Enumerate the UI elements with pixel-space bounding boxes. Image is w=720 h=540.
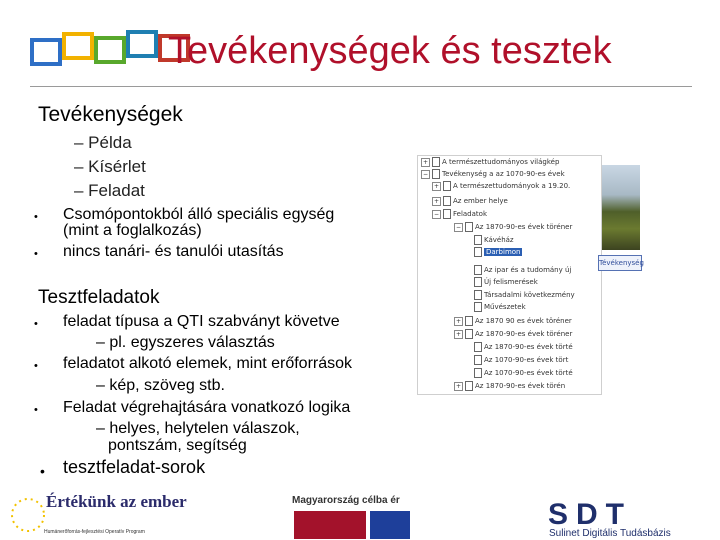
collapse-icon: − bbox=[455, 223, 462, 231]
sub-item: – kép, szöveg stb. bbox=[96, 377, 225, 394]
tree-node[interactable]: Társadalmi következmény bbox=[474, 290, 575, 300]
folder-icon bbox=[432, 157, 440, 167]
tree-node[interactable]: + Az 1870-90-es évek törén bbox=[455, 382, 566, 390]
expand-icon: + bbox=[422, 158, 429, 166]
bullet-icon: • bbox=[34, 360, 38, 372]
folder-icon bbox=[443, 209, 451, 219]
tree-node[interactable]: − Tevékenység a az 1070-90-es évek bbox=[422, 170, 565, 178]
bullet-icon: • bbox=[34, 318, 38, 330]
bullet-text: Csomópontokból álló speciális egység bbox=[63, 206, 335, 223]
expand-icon: + bbox=[455, 317, 462, 325]
folder-icon bbox=[432, 169, 440, 179]
tree-node[interactable]: Az 1070-90-es évek tört bbox=[474, 355, 568, 365]
page-icon bbox=[474, 247, 482, 257]
folder-icon bbox=[465, 381, 473, 391]
dash-item: – Kísérlet bbox=[74, 157, 146, 176]
tree-node[interactable]: Az ipar és a tudomány új bbox=[474, 265, 571, 275]
bullet-icon: • bbox=[40, 463, 45, 479]
tree-node[interactable]: Az 1870-90-es évek törté bbox=[474, 342, 573, 352]
page-icon bbox=[474, 277, 482, 287]
page-icon bbox=[474, 342, 482, 352]
svg-text:SDT: SDT bbox=[548, 498, 632, 531]
eu-flag-icon bbox=[370, 511, 410, 539]
bullet-text: Feladat végrehajtására vonatkozó logika bbox=[63, 399, 351, 416]
section-heading-activities: Tevékenységek bbox=[38, 103, 183, 126]
page-icon bbox=[474, 265, 482, 275]
page-icon bbox=[474, 290, 482, 300]
folder-icon bbox=[465, 316, 473, 326]
sdt-logo bbox=[548, 498, 668, 531]
collapse-icon: − bbox=[433, 210, 440, 218]
expand-icon: + bbox=[455, 382, 462, 390]
page-icon bbox=[474, 302, 482, 312]
sdt-subtitle: Sulinet Digitális Tudásbázis bbox=[549, 528, 671, 539]
expand-icon: + bbox=[455, 330, 462, 338]
logo-text: Értékünk az ember bbox=[46, 492, 187, 511]
tree-node[interactable]: Új felismerések bbox=[474, 277, 538, 287]
activity-badge: Tévékenység bbox=[598, 255, 642, 271]
expand-icon: + bbox=[433, 197, 440, 205]
page-icon bbox=[474, 235, 482, 245]
sub-item: – helyes, helytelen válaszok, bbox=[96, 420, 300, 437]
tree-node-selected[interactable]: Darbimon bbox=[474, 247, 522, 257]
bullet-icon: • bbox=[34, 248, 38, 260]
tree-node[interactable]: − Az 1870-90-es évek töréner bbox=[455, 223, 573, 231]
bullet-icon: • bbox=[34, 211, 38, 223]
tree-node[interactable]: + Az ember helye bbox=[433, 197, 508, 205]
bullet-text: feladat típusa a QTI szabványt követve bbox=[63, 313, 340, 330]
sub-item: – pl. egyszeres választás bbox=[96, 334, 275, 351]
bullet-text: nincs tanári- és tanulói utasítás bbox=[63, 243, 284, 260]
folder-icon bbox=[443, 181, 451, 191]
bullet-text: feladatot alkotó elemek, mint erőforrások bbox=[63, 355, 353, 372]
ertekunk-az-ember-logo bbox=[8, 485, 187, 537]
tree-node[interactable]: + Az 1870-90-es évek töréner bbox=[455, 330, 573, 338]
sub-item: pontszám, segítség bbox=[108, 437, 247, 454]
title-divider bbox=[30, 86, 692, 87]
folder-icon bbox=[465, 329, 473, 339]
page-icon bbox=[474, 355, 482, 365]
bullet-icon: • bbox=[34, 404, 38, 416]
tree-node[interactable]: + Az 1870 90 es évek töréner bbox=[455, 317, 572, 325]
expand-icon: + bbox=[433, 182, 440, 190]
bullet-text: (mint a foglalkozás) bbox=[63, 222, 202, 239]
bullet-text-last: tesztfeladat-sorok bbox=[63, 457, 206, 477]
nfu-logo bbox=[294, 511, 366, 539]
folder-icon bbox=[443, 196, 451, 206]
page-icon bbox=[474, 368, 482, 378]
tree-node[interactable]: Kávéház bbox=[474, 235, 514, 245]
tree-node[interactable]: + A természettudományok a 19.20. bbox=[433, 182, 571, 190]
eu-slogan: Magyarország célba ér bbox=[292, 495, 400, 506]
landscape-photo bbox=[602, 165, 640, 250]
tree-view-screenshot bbox=[417, 155, 602, 395]
dash-item: – Példa bbox=[74, 133, 132, 152]
tree-node[interactable]: + A természettudományos világkép bbox=[422, 158, 560, 166]
tree-node[interactable]: Az 1070-90-es évek törté bbox=[474, 368, 573, 378]
folder-icon bbox=[465, 222, 473, 232]
dash-item: – Feladat bbox=[74, 181, 145, 200]
logo-subtext: Humánerőforrás-fejlesztési Operatív Program bbox=[44, 529, 145, 535]
tree-node[interactable]: Művészetek bbox=[474, 302, 526, 312]
slide-title: Tevékenységek és tesztek bbox=[168, 30, 612, 72]
section-heading-tests: Tesztfeladatok bbox=[38, 287, 160, 308]
collapse-icon: − bbox=[422, 170, 429, 178]
tree-node[interactable]: − Feladatok bbox=[433, 210, 487, 218]
